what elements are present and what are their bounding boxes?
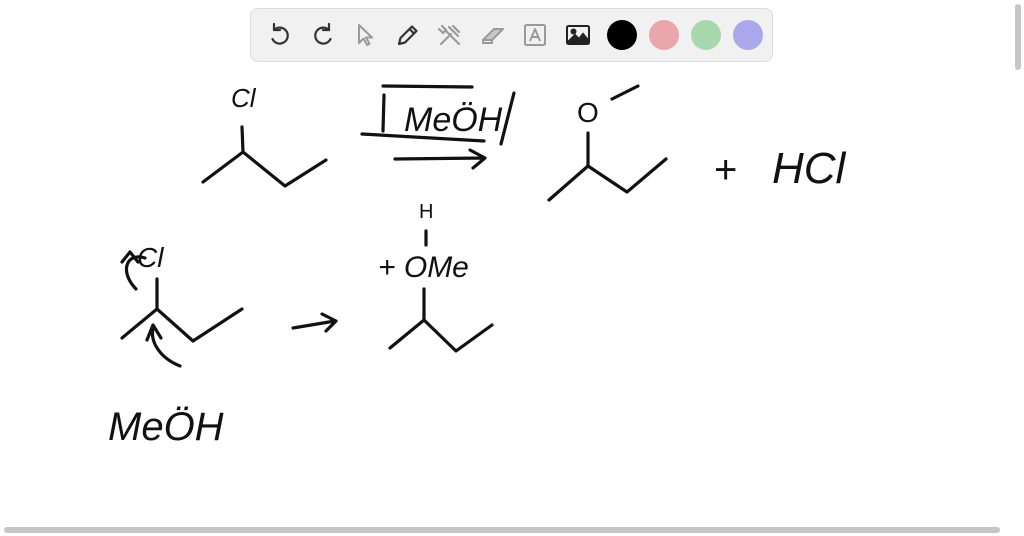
redo-icon <box>309 21 337 49</box>
tools-icon <box>436 21 464 49</box>
tools-button[interactable] <box>431 16 469 54</box>
reagent-box-left <box>383 95 384 131</box>
reagent-box-right <box>501 93 514 144</box>
redo-button[interactable] <box>304 16 342 54</box>
reactant-c-cl-bond <box>242 127 243 152</box>
color-swatch-green[interactable] <box>691 20 721 50</box>
select-pointer-icon <box>351 21 379 49</box>
text-icon <box>521 21 549 49</box>
image-icon <box>564 21 592 49</box>
nucleophile-attack-arrow <box>147 325 180 366</box>
nucleophile-label: MeÖH <box>108 405 224 449</box>
oxonium-label: + OMe <box>378 251 469 284</box>
reaction-arrow <box>395 150 485 168</box>
color-swatch-pink[interactable] <box>649 20 679 50</box>
pen-icon <box>394 21 422 49</box>
intermediate-skeleton <box>390 320 492 351</box>
o-h-label: H <box>419 201 434 223</box>
vertical-scrollbar[interactable] <box>1015 4 1021 70</box>
image-button[interactable] <box>559 16 597 54</box>
eraser-icon <box>479 21 507 49</box>
drawing-toolbar <box>250 8 773 62</box>
plus-sign: + <box>714 148 738 192</box>
product-o-label: O <box>577 97 599 128</box>
product-skeleton <box>549 159 666 200</box>
mech-cl-label: Cl <box>137 242 164 273</box>
mech-skeleton <box>122 309 242 341</box>
text-button[interactable] <box>516 16 554 54</box>
hcl-label: HCl <box>772 144 846 193</box>
pen-button[interactable] <box>389 16 427 54</box>
horizontal-scrollbar[interactable] <box>4 527 1000 533</box>
reagent-label: MeÖH <box>404 101 503 139</box>
undo-button[interactable] <box>261 16 299 54</box>
product-o-methyl-bond <box>612 86 638 99</box>
color-swatch-black[interactable] <box>607 20 637 50</box>
select-button[interactable] <box>346 16 384 54</box>
reagent-box-top <box>383 86 472 87</box>
color-swatch-purple[interactable] <box>733 20 763 50</box>
reactant-cl-label: Cl <box>231 83 256 113</box>
eraser-button[interactable] <box>474 16 512 54</box>
mech-arrow <box>293 314 336 331</box>
reactant-skeleton <box>203 152 326 186</box>
undo-icon <box>266 21 294 49</box>
